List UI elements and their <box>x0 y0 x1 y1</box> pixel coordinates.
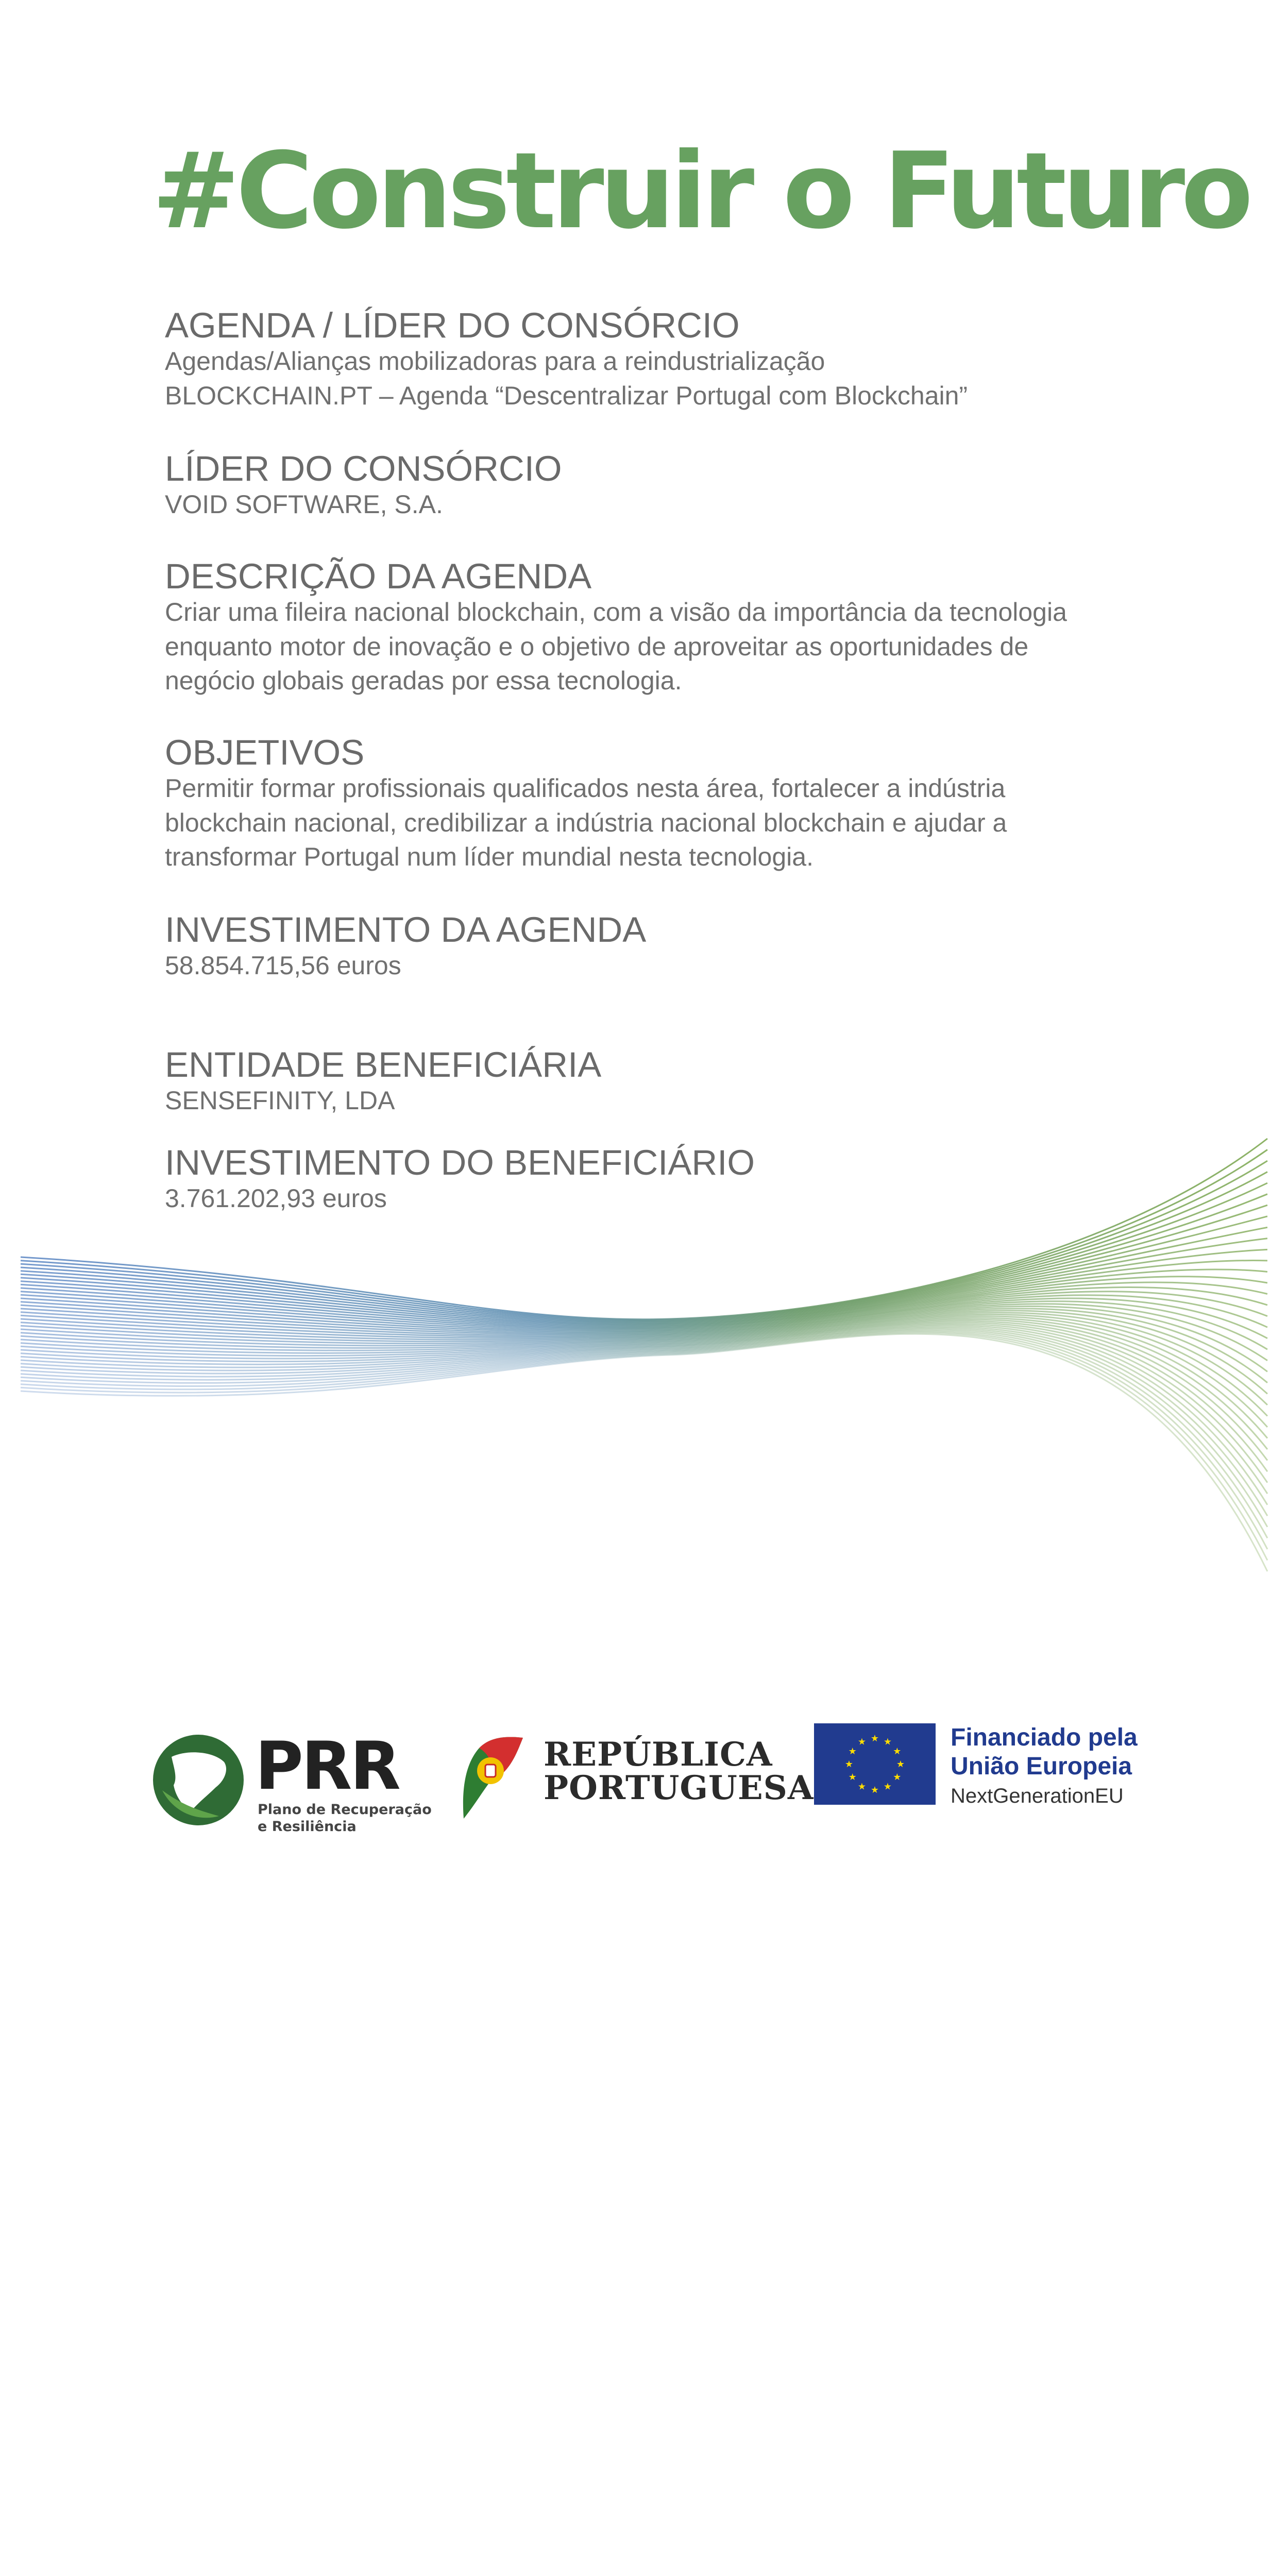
wave-line <box>21 1334 1267 1571</box>
eu-star-icon: ★ <box>848 1772 857 1782</box>
eu-star-icon: ★ <box>883 1736 892 1747</box>
wave-line <box>21 1172 1267 1323</box>
prr-title: PRR <box>255 1728 399 1805</box>
eu-funding-text <box>951 1723 1138 1811</box>
section-heading: AGENDA / LÍDER DO CONSÓRCIO <box>165 306 740 345</box>
section-heading: INVESTIMENTO DA AGENDA <box>165 910 647 950</box>
section-text: 58.854.715,56 euros <box>165 951 401 980</box>
section-objetivos <box>165 734 1195 874</box>
eu-star-icon: ★ <box>848 1746 857 1756</box>
section-text: Permitir formar profissionais qualificados nesta área, fortalecer a indústria <box>165 774 1006 803</box>
eu-star-icon: ★ <box>857 1781 867 1792</box>
section-text: Criar uma fileira nacional blockchain, com a visão da importância da tecnologia <box>165 598 1067 627</box>
republica-portuguesa-text: REPÚBLICA PORTUGUESA <box>544 1735 814 1808</box>
prr-emblem-icon <box>152 1734 245 1826</box>
section-text: SENSEFINITY, LDA <box>165 1086 395 1115</box>
section-heading: LÍDER DO CONSÓRCIO <box>165 449 562 488</box>
section-text: enquanto motor de inovação e o objetivo de aproveitar as oportunidades de <box>165 632 1029 661</box>
eu-flag-icon <box>814 1723 936 1805</box>
eu-star-icon: ★ <box>870 1785 879 1795</box>
eu-star-icon: ★ <box>893 1772 902 1782</box>
eu-star-icon: ★ <box>893 1746 902 1756</box>
section-heading: OBJETIVOS <box>165 733 365 772</box>
section-investimento-agenda <box>165 911 1195 983</box>
section-heading: INVESTIMENTO DO BENEFICIÁRIO <box>165 1143 755 1182</box>
eu-line-uniao: União Europeia <box>951 1752 1132 1780</box>
section-heading: DESCRIÇÃO DA AGENDA <box>165 556 592 596</box>
funding-logos <box>0 1716 1288 1839</box>
eu-star-icon: ★ <box>883 1781 892 1792</box>
section-text: BLOCKCHAIN.PT – Agenda “Descentralizar Portugal com Blockchain” <box>165 381 968 410</box>
eu-star-icon: ★ <box>896 1759 905 1769</box>
section-descricao <box>165 557 1195 698</box>
section-text: 3.761.202,93 euros <box>165 1184 387 1213</box>
eu-star-icon: ★ <box>844 1759 854 1769</box>
section-text: blockchain nacional, credibilizar a indústria nacional blockchain e ajudar a <box>165 808 1007 837</box>
section-agenda <box>165 307 1195 413</box>
eu-line-financiado: Financiado pela <box>951 1724 1138 1751</box>
section-text: VOID SOFTWARE, S.A. <box>165 490 443 519</box>
section-heading: ENTIDADE BENEFICIÁRIA <box>165 1045 602 1084</box>
eu-star-icon: ★ <box>857 1736 867 1747</box>
wave-line <box>21 1216 1267 1326</box>
wave-line <box>21 1329 1267 1527</box>
page-title: #Construir o Futuro <box>152 130 1249 252</box>
section-lider <box>165 450 1195 522</box>
portugal-emblem-icon <box>459 1734 526 1821</box>
eu-line-nextgen: NextGenerationEU <box>951 1785 1124 1808</box>
section-text: negócio globais geradas por essa tecnologia. <box>165 666 682 696</box>
section-text: Agendas/Alianças mobilizadoras para a reindustrialização <box>165 347 825 376</box>
section-entidade <box>165 1046 1195 1118</box>
section-text: transformar Portugal num líder mundial nesta tecnologia. <box>165 842 814 872</box>
eu-star-icon: ★ <box>870 1733 879 1743</box>
prr-subtitle: Plano de Recuperação e Resiliência <box>258 1802 432 1835</box>
